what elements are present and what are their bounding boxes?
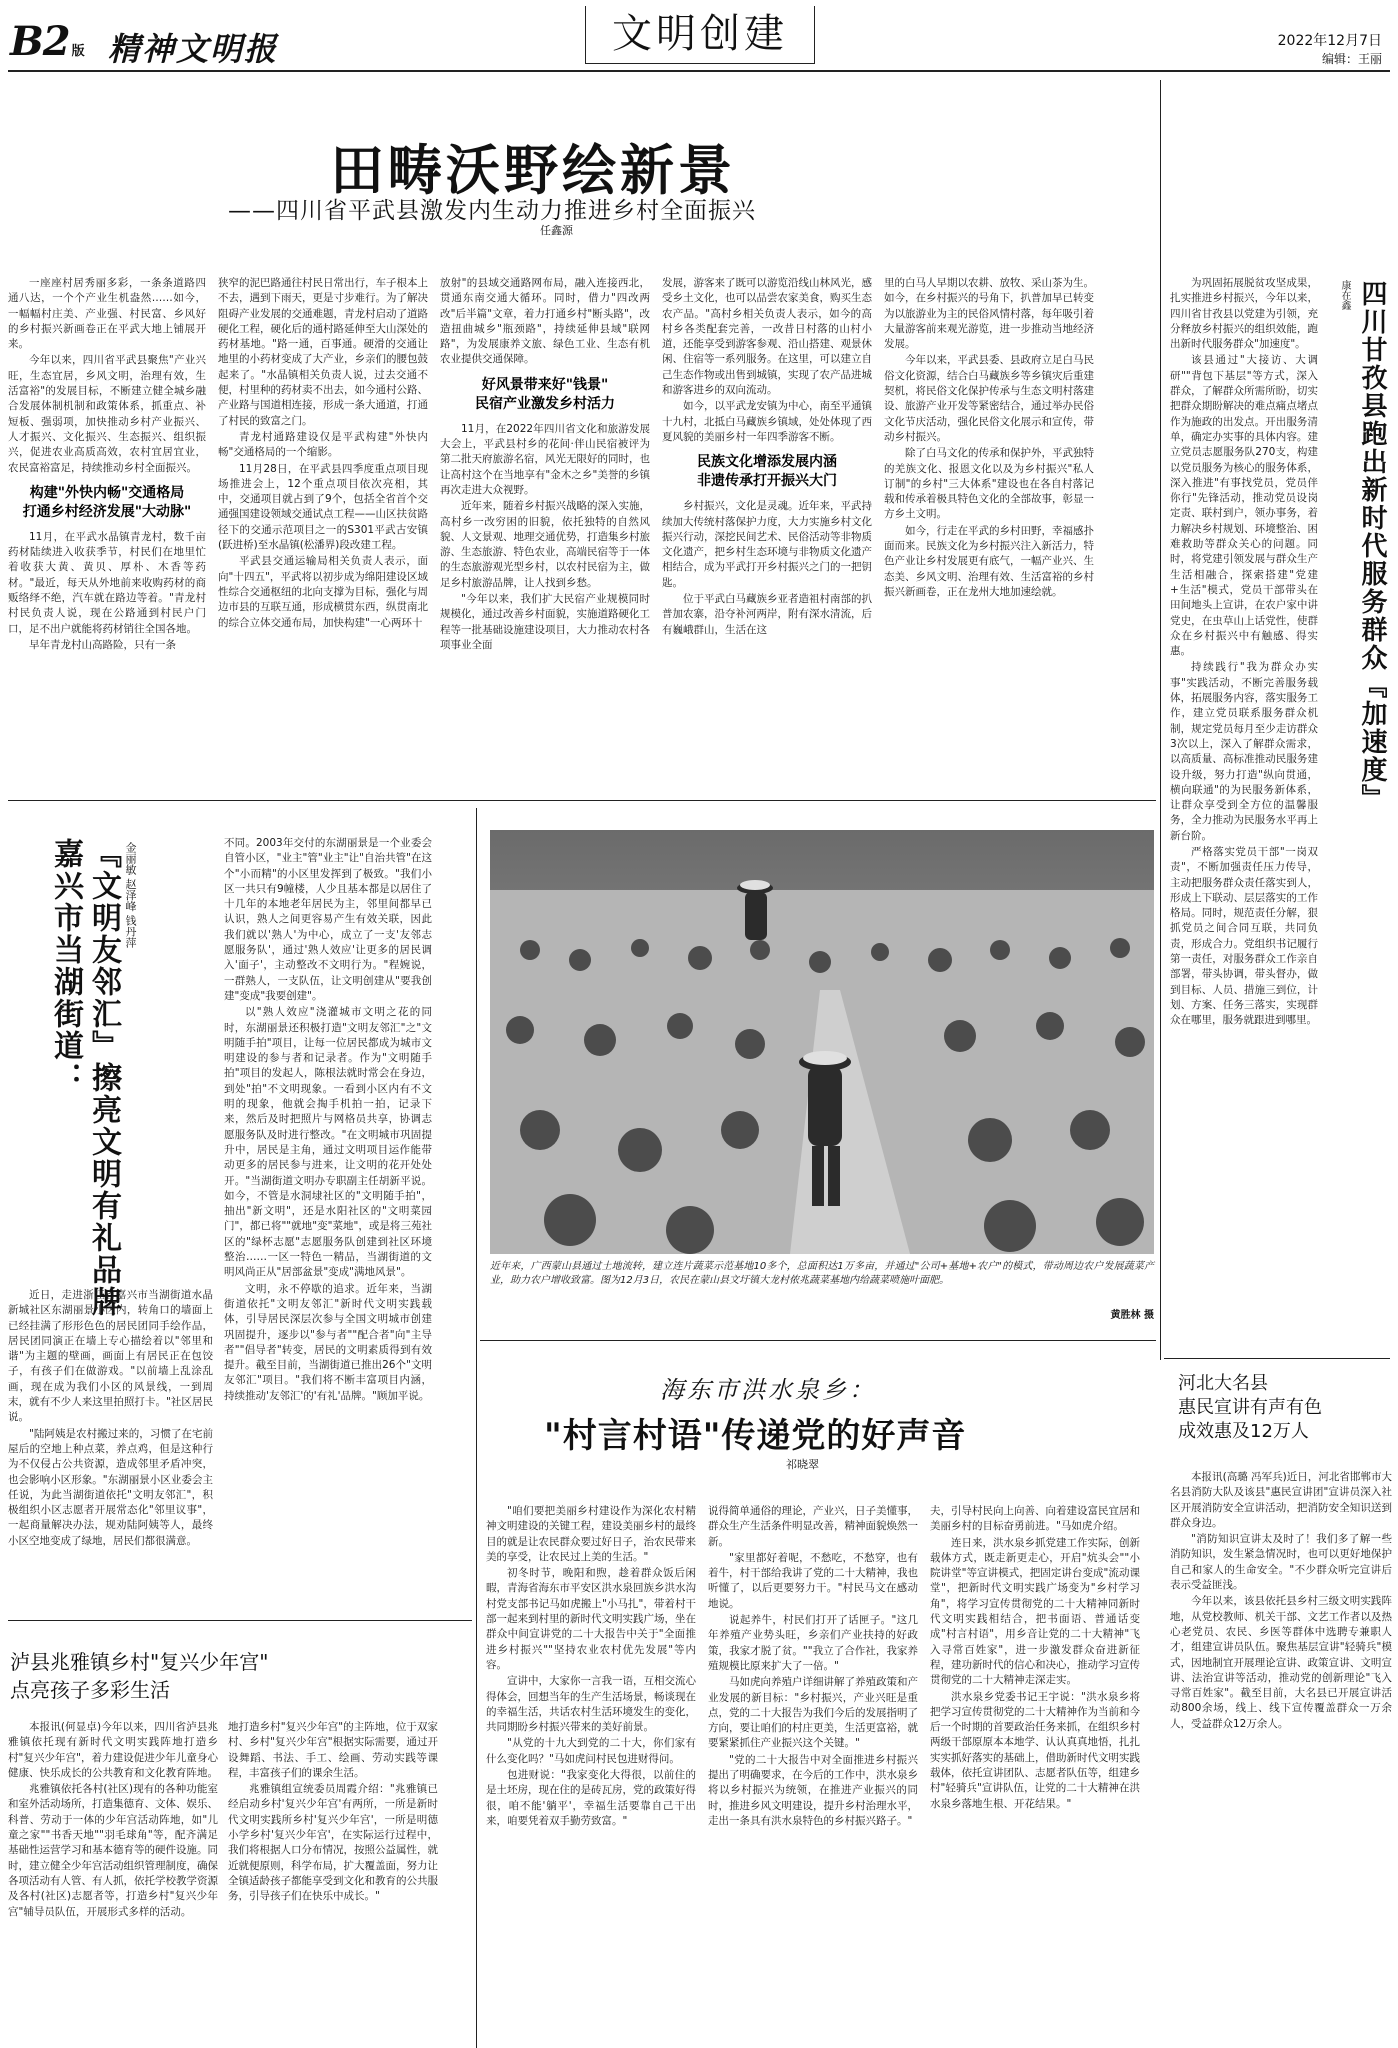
paragraph: 本报讯(何显卓)今年以来，四川省泸县兆雅镇依托现有新时代文明实践阵地打造乡村"复兴少年宫"，着力建设促进少年儿童身心健康、快乐成长的公共教育和文化教育阵地。 xyxy=(8,1721,218,1779)
paragraph: "今年以来，我们扩大民宿产业规模同时规模化，通过改善乡村面貌，实施道路硬化工程等一批基础设施建设项目，大力推动农村各项事业全面 xyxy=(440,593,650,651)
column-rule xyxy=(1160,80,1161,1360)
paragraph: 近年来，随着乡村振兴战略的深入实施，高村乡一改穷困的旧貌，依托独特的自然风貌、人文景观、地理交通优势，打造集乡村旅游、生态旅游、特色农业，高端民宿等于一体的生态旅游观光型乡村，以农村民宿为主，做足乡村旅游品牌，让人找到乡愁。 xyxy=(440,500,650,589)
masthead-rule xyxy=(8,70,1390,72)
paragraph: 该县通过"大接访、大调研""背包下基层"等方式，深入群众，了解群众所需所盼，切实把群众期盼解决的难点痛点堵点作为施政的出发点。开出服务清单，确定办实事的具体内容。建立党员志愿服务队270支，构建以党员服务为核心的服务体系，深入推进"有事找党员，党员伴你行"先锋活动，推动党员设岗定责、联村到户，领办事务，着力解决乡村规划、环境整治、困难救助等群众关心的问题。同时，将党建引领发展与群众生产生活相融合，探索搭建"党建+生活"模式，党员干部带头在田间地头上宣讲，在农户家中讲党史，在虫草山上话党性，使群众在乡村振兴中有触感、得实惠。 xyxy=(1170,354,1318,658)
paragraph: 持续践行"我为群众办实事"实践活动，不断完善服务载体，拓展服务内容，落实服务工作，建立党员联系服务群众机制，规定党员每月至少走访群众3次以上，深入了解群众需求，以高质量、高标准推动民服务建设升级，努力打造"纵向贯通，横向联通"的为民服务新体系，让群众享受到全方位的温馨服务，全力推动为民服务水平再上新台阶。 xyxy=(1170,661,1318,842)
lead-column-5 xyxy=(884,276,1094,836)
lead-subtitle: ——四川省平武县激发内生动力推进乡村全面振兴 xyxy=(228,198,756,224)
photo-block xyxy=(490,830,1154,1330)
paragraph: 洪水泉乡党委书记王宇说："洪水泉乡将把学习宣传贯彻党的二十大精神作为当前和今后一个时期的首要政治任务来抓，在组织乡村两级干部原原本本地学、认认真真地悟，扎扎实实抓好落实的基础上，借助新时代文明实践载体，依托宣讲团队、志愿者队伍等，组建乡村"轻骑兵"宣讲队伍，让党的二十大精神在洪水泉乡落地生根、开花结果。" xyxy=(930,1690,1140,1810)
lead-author: 任鑫源 xyxy=(540,224,573,237)
haidong-kicker: 海东市洪水泉乡： xyxy=(660,1376,876,1404)
paragraph: 包进财说："我家变化大得很，以前住的是土坯房，现在住的是砖瓦房，党的政策好得很，咱不能'躺平'，幸福生活要靠自己干出来，咱要凭着双手勤劳致富。" xyxy=(486,1769,696,1827)
lead-column-1 xyxy=(8,276,206,836)
masthead xyxy=(0,0,1398,80)
paragraph: 不同。2003年交付的东湖丽景是一个业委会自管小区，"业主"管"业主"让"自治共管"在这个"小而精"的小区里发挥到了极致。"我们小区一共只有9幢楼，人少且基本都是以居住了十几年的本地老年居民为主，邻里间都早已认识，熟人之间更容易产生有效关联，因此我们就以'熟人'为中心，成立了一支'友邻志愿服务队'，通过'熟人效应'让更多的居民调入'面子'，主动整改不文明行为。"程婉说，一群熟人，一支队伍，让文明创建从"要我创建"变成"我要创建"。 xyxy=(224,837,432,1002)
paragraph: 11月，在2022年四川省文化和旅游发展大会上，平武县村乡的花间·伴山民宿被评为第二批天府旅游名宿，风光无限好的同时，也让高村这个在当地享有"金木之乡"美誉的乡镇再次走进大众视野。 xyxy=(440,422,650,496)
luxian-article xyxy=(0,1624,474,2048)
paragraph: 里的白马人早期以农耕、放牧、采山茶为生。如今，在乡村振兴的号角下，扒普加早已转变为以旅游业为主的民俗风情村落，每年吸引着大量游客前来观光游览，进一步推动当地经济发展。 xyxy=(884,277,1094,351)
paragraph: 说得简单通俗的理论，产业兴，日子美懂事，群众生产生活条件明显改善，精神面貌焕然一新。 xyxy=(708,1505,918,1548)
paragraph: 今年以来，四川省平武县聚焦"产业兴旺，生态宜居，乡风文明，治理有效，生活富裕"的发展目标，不断建立健全城乡融合发展体制机制和政策体系，抓重点、补短板、强弱项，加快推动乡村产业振兴、人才振兴、文化振兴、生态振兴、组织振兴，促进农业高质高效，农村宜居宜业，农民富裕富足，持续推动乡村全面振兴。 xyxy=(8,354,206,474)
paper-name: 精神文明报 xyxy=(108,30,279,68)
section-divider xyxy=(8,1620,472,1621)
section-divider xyxy=(8,800,1156,801)
luxian-column-2 xyxy=(228,1720,438,2044)
haidong-author: 祁晓翠 xyxy=(786,1458,819,1471)
field-illustration xyxy=(490,830,1154,1254)
paragraph: 说起养牛，村民们打开了话匣子。"这几年养殖产业势头旺，乡亲们产业扶持的好政策，我家才脱了贫。""我立了合作社，我家养殖规模比原来扩大了一倍。" xyxy=(708,1614,918,1672)
paragraph: 狭窄的泥巴路通往村民日常出行，车子根本上不去，遇到下雨天，更是寸步难行。为了解决阻碍产业发展的交通难题，青龙村启动了道路硬化工程，硬化后的通村路延伸至大山深处的药材基地。"路一通，百事通。硬滑的交通让地里的小药材变成了大产业，乡亲们的腰包鼓起来了。"水晶镇相关负责人说，过去交通不便，村里种的药材卖不出去，如今通村公路、产业路与国道相连接，形成一条大通道，打通了村民的致富之门。 xyxy=(218,277,428,427)
paragraph: 今年以来，平武县委、县政府立足白马民俗文化资源，结合白马藏族乡等乡镇灾后重建契机，将民俗文化保护传承与生态文明村落建设、旅游产业开发等紧密结合，通过举办民俗文化节庆活动，强化民俗文化展示和宣传，带动乡村振兴。 xyxy=(884,354,1094,443)
paragraph: 初冬时节，晚阳和煦，趁着群众饭后闲暇，青海省海东市平安区洪水泉回族乡洪水沟村党支部书记马如虎搬上"小马扎"，带着村干部一起来到村里的新时代文明实践广场，坐在群众中间宣讲党的二十大报告中关于"全面推进乡村振兴""坚持农业农村优先发展"等内容。 xyxy=(486,1567,696,1671)
ganzi-body-lower xyxy=(1170,880,1392,1320)
paragraph: 马如虎向养殖户详细讲解了养殖政策和产业发展的新目标："乡村振兴，产业兴旺是重点，党的二十大报告为我们今后的发展指明了方向，要让咱们的村庄更美，生活更富裕，就要紧紧抓住产业振兴这个关键。" xyxy=(708,1676,918,1750)
daming-article xyxy=(1164,1362,1398,2048)
paragraph: 除了白马文化的传承和保护外，平武独特的羌族文化、报恩文化以及为乡村振兴"私人订制"的乡村"三大体系"建设也在各自村落记载和传承着极具特色文化的全部故事，彰显一方乡土文明。 xyxy=(884,447,1094,521)
ganzi-author: 康在鑫 xyxy=(1339,280,1350,310)
jiaxing-column-2 xyxy=(224,836,432,1716)
paragraph: 为巩固拓展脱贫攻坚成果，扎实推进乡村振兴，今年以来，四川省甘孜县以党建为引领，充分释放乡村振兴的组织效能，跑出新时代服务群众"加速度"。 xyxy=(1170,277,1318,351)
paragraph: 早年青龙村山高路险，只有一条 xyxy=(29,638,176,651)
paragraph: "咱们要把美丽乡村建设作为深化农村精神文明建设的关键工程，建设美丽乡村的最终目的就是让农民群众要过好日子，治农民带来美的享受，让农民过上美的生活。" xyxy=(486,1505,696,1563)
paragraph: 乡村振兴，文化是灵魂。近年来，平武持续加大传统村落保护力度，大力实施乡村文化振兴行动，深挖民间艺术、民俗活动等非物质文化遗产，把乡村生态环境与非物质文化遗产相结合，成为平武打开乡村振兴之门的一把钥匙。 xyxy=(662,500,872,589)
haidong-column-2 xyxy=(708,1504,918,2040)
lead-subhead-2: 好风景带来好"钱景" 民宿产业激发乡村活力 xyxy=(475,376,615,412)
paragraph: 近日，走进浙江省嘉兴市当湖街道水晶新城社区东湖丽景小区内，转角口的墙面上已经挂满了形形色色的居民团同手绘作品，居民团同演正在墙上专心描绘着以"邻里和谐"为主题的壁画，画面上有居民正在包饺子，有孩子们在做游戏。"以前墙上乱涂乱画，现在成为我们小区的风景线，一到周末，就有不少人来这里拍照打卡。"社区居民说。 xyxy=(8,1289,213,1424)
paragraph: "家里都好着呢，不愁吃，不愁穿，也有着牛，村干部给我讲了党的二十大精神，我也听懂了，以后更要努力干。"村民马文在感动地说。 xyxy=(708,1551,918,1610)
photo-credit: 黄胜林 摄 xyxy=(1110,1310,1154,1321)
haidong-article xyxy=(480,1344,1160,2048)
paragraph: 夫，引导村民向上向善、向着建设富民宜居和美丽乡村的目标奋勇前进。"马如虎介绍。 xyxy=(930,1505,1140,1533)
jiaxing-subtitle: 嘉兴市当湖街道： xyxy=(48,838,83,1094)
jiaxing-article xyxy=(0,808,470,1547)
paragraph: 本报讯(高璐 冯军兵)近日，河北省邯郸市大名县消防大队及该县"惠民宣讲团"宣讲员深入社区开展消防安全宣讲活动，把消防安全知识送到群众身边。 xyxy=(1170,1471,1392,1529)
paragraph: 发展，游客来了既可以游览沿线山林风光，感受乡土文化，也可以品尝农家美食，购买生态农产品。"高村乡相关负责人表示，如今的高村乡各类配套完善，一改昔日村落的山村小道，还能享受到游客参观、沿山搭建、观景休闲、住宿等一系列服务。在这里，可以建立自己生态作物或出售到城镇，实现了农产品进城和游客进乡的双向流动。 xyxy=(662,277,872,397)
paragraph: "消防知识宣讲太及时了！我们多了解一些消防知识，发生紧急情况时，也可以更好地保护自己和家人的生命安全。"不少群众听完宣讲后表示受益匪浅。 xyxy=(1170,1533,1392,1592)
paragraph: 如今，行走在平武的乡村田野，幸福感扑面而来。民族文化为乡村振兴注入新活力，特色产业让乡村发展更有底气，一幅产业兴、生态美、乡风文明、治理有效、生活富裕的乡村振兴新画卷，正在龙州大地加速绘就。 xyxy=(884,524,1094,598)
lead-column-2 xyxy=(218,276,428,836)
paragraph: 11月，在平武水晶镇青龙村，数千亩药材陆续进入收获季节，村民们在地里忙着收获大黄、黄贝、厚朴、木香等药材。"最近，每天从外地前来收购药材的商贩络绎不绝，汽车就在路边等着。"青龙村村民负责人说，现在公路通到村民户门口，足不出户就能将药材销往全国各地。 xyxy=(8,530,206,635)
paragraph: "从党的十九大到党的二十大，你们家有什么变化吗？"马如虎问村民包进财得问。 xyxy=(486,1737,696,1765)
paragraph: 以"熟人效应"浇灌城市文明之花的同时，东湖丽景还积极打造"文明友邻汇"之"文明随手拍"项目，让每一位居民都成为城市文明建设的参与者和记录者。作为"文明随手拍"项目的发起人，陈根法就时常会在身边，到处"拍"不文明现象。一看到小区内有不文明的现象，他就会掏手机拍一拍，记录下来，然后及时把照片与网格员共享，协调志愿服务队及时进行整改。"在文明城市巩固提升中，居民是主角，通过文明项目运作能带动更多的居民参与进来，让文明的花开处处开。"当湖街道文明办专职副主任胡新平说。如今，不管是水洞埭社区的"文明随手拍"，抽出"新文明"，还是水阳社区的"文明菜园门"，都已将""就地"变"菜地"，或是将三苑社区的"绿杯志愿"志愿服务队创建到社区环境整治……一区一特色一精品，当湖街道的文明风尚正从"居部盆景"变成"满地风景"。 xyxy=(224,1006,432,1279)
lead-subhead-3: 民族文化增添发展内涵 非遗传承打开振兴大门 xyxy=(697,454,837,490)
photo-caption: 近年来，广西蒙山县通过土地流转，建立连片蔬菜示范基地10多个，总面积达1万多亩，并通过"公司+基地+农户"的模式，带动周边农户发展蔬菜产业，助力农户增收致富。图为12月3日，农民在蒙山县文圩镇大龙村侬兆蔬菜基地内给蔬菜喷施叶面肥。 xyxy=(490,1261,1154,1286)
paragraph: 兆雅镇组宣统委员周霞介绍："兆雅镇已经启动乡村'复兴少年宫'有两所，一所是新时代文明实践所乡村'复兴少年宫'，一所是明德小学乡村'复兴少年宫'，在实际运行过程中，我们将根据人口分布情况，按照公益属性，就近就便原则，科学布局，扩大覆盖面，努力让全镇适龄孩子都能享受到文化和教育的公共服务，引导孩子们在快乐中成长。" xyxy=(228,1783,438,1903)
lead-article xyxy=(0,80,1180,800)
luxian-title: 泸县兆雅镇乡村"复兴少年宫" 点亮孩子多彩生活 xyxy=(10,1650,269,1702)
editor-credit: 编辑：王丽 xyxy=(1321,52,1382,66)
paragraph: 11月28日，在平武县四季度重点项目现场推进会上，12个重点项目依次亮相，其中，交通项目就占到了9个，包括全省首个交通强国建设领域交通试点工程——山区扶贫路径下的交通示范项目之一的S301平武古安镇(跃进桥)至水晶镇(松潘界)段改建工程。 xyxy=(218,462,428,552)
section-box xyxy=(585,6,815,64)
paragraph: 严格落实党员干部"一岗双责"，不断加强责任压力传导，主动把服务群众责任落实到人，形成上下联动、层层落实的工作格局。同时，规范责任分解，狠抓党员之间合同互联，共同负责，形成合力。党组织书记履行第一责任，对服务群众工作亲自部署，带头协调，带头督办，做到目标、人员、措施三到位，计划、方案、任务三落实，实现群众在哪里，服务就跟进到哪里。 xyxy=(1170,845,1318,1027)
haidong-column-3 xyxy=(930,1504,1140,2040)
paragraph: 兆雅镇依托各村(社区)现有的各种功能室和室外活动场所，打造集德育、文体、娱乐、科普、劳动于一体的少年宫活动阵地，如"儿童之家""书香天地""羽毛球角"等，配齐满足基础性运营学习和基本德育等的硬件设施。同时，建立健全少年宫活动组织管理制度，确保各项活动有人管、有人抓，依托学校教学资源及各村(社区)志愿者等，打造乡村"复兴少年宫"辅导员队伍，开展形式多样的活动。 xyxy=(8,1783,218,1918)
column-rule xyxy=(476,808,477,2048)
jiaxing-author: 金丽敏 赵泽峰 钱丹萍 xyxy=(124,842,137,948)
paragraph: 放射"的县域交通路网布局，融入连接西北，贯通东南交通大循环。同时，借力"四改两改"后半篇"文章，着力打通乡村"断头路"，改造扭曲城乡"瓶颈路"，持续延伸县域"联网路"，为发展康养文旅、绿色工业、生态有机农业提供交通保障。 xyxy=(440,277,650,366)
luxian-column-1 xyxy=(8,1720,218,2044)
page-number: B2 版 xyxy=(10,18,84,65)
paragraph: 宣讲中，大家你一言我一语，互相交流心得体会，回想当年的生产生活场景，畅谈现在的幸福生活，共话农村生活环境发生的变化，共同期盼乡村振兴带来的美好前景。 xyxy=(486,1675,696,1734)
haidong-title: "村言村语"传递党的好声音 xyxy=(544,1416,967,1456)
section-divider xyxy=(480,1340,1156,1341)
jiaxing-title: 『文明友邻汇』擦亮文明有礼品牌 xyxy=(86,838,121,1318)
section-title: 文明创建 xyxy=(612,11,788,57)
ganzi-title: 四川甘孜县跑出新时代服务群众『加速度』 xyxy=(1357,280,1387,812)
daming-body xyxy=(1170,1470,1392,2040)
paragraph: 地打造乡村"复兴少年宫"的主阵地，位于双家村、乡村"复兴少年宫"根据实际需要，通过开设舞蹈、书法、手工、绘画、劳动实践等课程，丰富孩子们的课余生活。 xyxy=(228,1721,438,1779)
vegetable-field-photo xyxy=(490,830,1154,1254)
lead-subhead-1: 构建"外快内畅"交通格局 打通乡村经济发展"大动脉" xyxy=(22,484,192,520)
haidong-column-1 xyxy=(486,1504,696,2040)
lead-title: 田畴沃野绘新景 xyxy=(330,138,736,202)
paragraph: 位于平武白马藏族乡亚者造祖村南部的扒普加农寨，沿夺补河两岸，附有深水清流，后有巍峨群山，生活在这 xyxy=(662,593,872,636)
paragraph: 一座座村居秀丽多彩，一条条道路四通八达，一个个产业生机盎然……如今，一幅幅村庄美、产业强、村民富、乡风好的乡村振兴新画卷正在平武大地上铺展开来。 xyxy=(8,277,206,351)
paragraph: "党的二十大报告中对全面推进乡村振兴提出了明确要求，在今后的工作中，洪水泉乡将以乡村振兴为统领，在推进产业振兴的同时，推进乡风文明建设，提升乡村治理水平，走出一条具有洪水泉特色的乡村振兴路子。" xyxy=(708,1753,918,1827)
paragraph: 青龙村通路建设仅是平武构建"外快内畅"交通格局的一个缩影。 xyxy=(218,430,428,459)
section-divider xyxy=(1164,1358,1390,1359)
paragraph: "陆阿姨是农村搬过来的，习惯了在宅前屋后的空地上种点菜，养点鸡，但是这种行为不仅侵占公共资源，造成邻里矛盾冲突，也会影响小区形象。"东湖丽景小区业委会主任说，为此当湖街道依托"文明友邻汇"，积极组织小区志愿者开展常态化"邻里议事"，一起商量解决办法，规劝陆阿姨等人，最终小区空地变成了绿地，居民们都很满意。 xyxy=(8,1427,213,1547)
paragraph: 连日来，洪水泉乡抓党建工作实际，创新载体方式，既走新更走心，开启"炕头会""小院讲堂"等宣讲模式，把固定讲台变成"流动课堂"，把新时代文明实践广场变为"乡村学习角"，将学习宣传贯彻党的二十大精神同新时代文明实践相结合，把书面语、普通话变成"村言村语"，用乡音让党的二十大精神"飞入寻常百姓家"，进一步激发群众奋进新征程，建功新时代的信心和决心，推动学习宣传贯彻党的二十大精神走深走实。 xyxy=(930,1536,1140,1687)
issue-date: 2022年12月7日 xyxy=(1277,33,1382,49)
paragraph: 今年以来，该县依托县乡村三级文明实践阵地，从党校教师、机关干部、文艺工作者以及热心老党员、农民、乡医等群体中选聘专兼职人才，组建宣讲员队伍。聚焦基层宣讲"轻骑兵"模式，因地制宜开展理论宣讲、政策宣讲、文明宣讲、法治宣讲等活动，推动党的创新理论"飞入寻常百姓家"。截至目前，大名县已开展宣讲活动800余场，线上、线下宣传覆盖群众一万余人，受益群众12万余人。 xyxy=(1170,1595,1392,1730)
paragraph: 如今，以平武龙安镇为中心，南至平通镇十九村，北抵白马藏族乡镇域，处处体现了西夏风貌的美丽乡村一年四季游客不断。 xyxy=(662,400,872,443)
paragraph: 平武县交通运输局相关负责人表示，面向"十四五"，平武将以初步成为绵阳建设区域性综合交通枢纽的北向支撑为目标，强化与周边市县的互联互通，形成横贯东西，纵贯南北的综合立体交通布局，加快构建"一心两环十 xyxy=(218,555,428,629)
lead-column-3 xyxy=(440,276,650,836)
lead-column-4 xyxy=(662,276,872,836)
daming-title: 河北大名县 惠民宣讲有声有色 成效惠及12万人 xyxy=(1178,1373,1322,1442)
paragraph: 文明，永不停歇的追求。近年来，当湖街道依托"文明友邻汇"新时代文明实践载体，引导居民深层次参与全国文明城市创建巩固提升，逐步以"参与者""配合者"向"主导者""倡导者"转变，居民的文明素质得到有效提升。截至目前，当湖街道已推出26个"文明友邻汇"项目。"我们将不断丰富项目内涵，持续推动'友邻汇'的'有礼'品牌。"顾加平说。 xyxy=(224,1282,432,1402)
